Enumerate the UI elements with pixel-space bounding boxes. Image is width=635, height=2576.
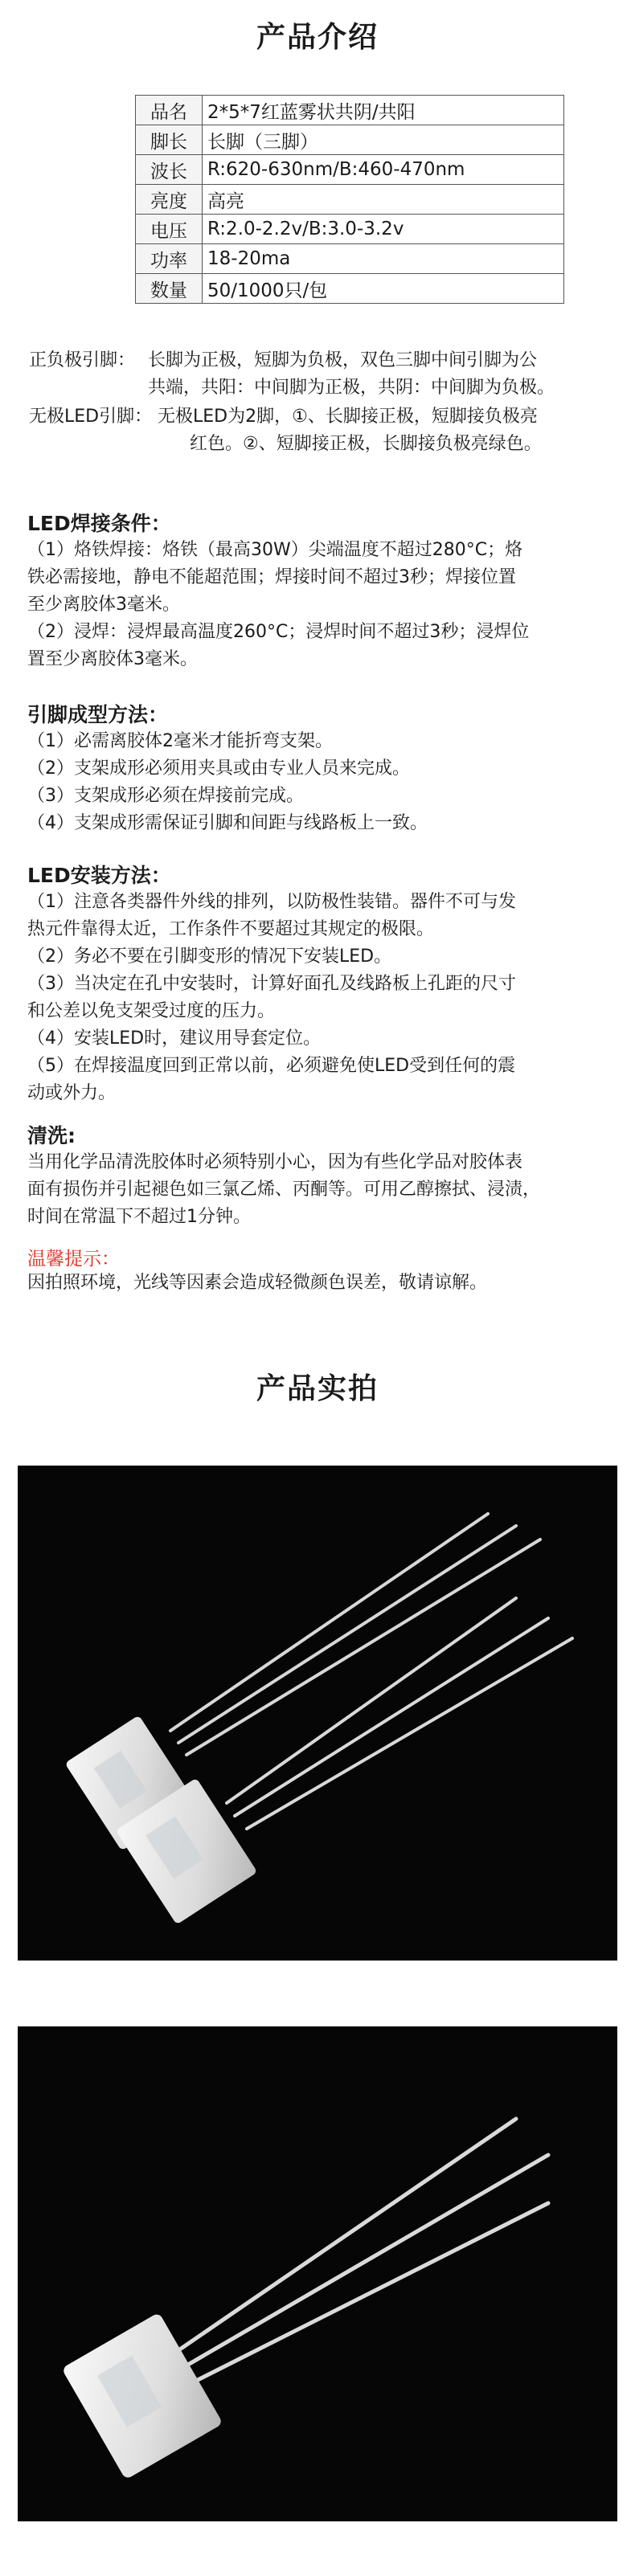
led-leg-group [170, 1514, 540, 1755]
nonpolar-led-line: 红色。②、短脚接正极，长脚接负极亮绿色。 [190, 434, 542, 454]
install-line: （3）当决定在孔中安装时，计算好面孔及线路板上孔距的尺寸 [27, 974, 516, 994]
pin-polarity-note [29, 347, 608, 403]
spec-key: 品名 [136, 96, 203, 125]
install-text [27, 889, 610, 1107]
spec-row [136, 125, 564, 155]
spec-key: 功率 [136, 244, 203, 274]
pin-polarity-line: 长脚为正极，短脚为负极，双色三脚中间引脚为公 [148, 350, 538, 370]
spec-value: 2*5*7红蓝雾状共阴/共阳 [203, 96, 564, 125]
spec-value: R:620-630nm/B:460-470nm [203, 155, 564, 185]
led-leg-group [170, 2119, 548, 2382]
cleaning-heading: 清洗: [27, 1124, 76, 1147]
spec-value: R:2.0-2.2v/B:3.0-3.2v [203, 215, 564, 244]
led-leg-group [227, 1598, 572, 1829]
forming-line: （4）支架成形需保证引脚和间距与线路板上一致。 [27, 813, 428, 833]
spec-key: 数量 [136, 274, 203, 304]
spec-key: 波长 [136, 155, 203, 185]
welding-line: 铁必需接地，静电不能超范围；焊接时间不超过3秒；焊接位置 [27, 567, 516, 587]
welding-text [27, 537, 610, 673]
product-photo-1 [18, 1466, 617, 1961]
install-line: 热元件靠得太近，工作条件不要超过其规定的极限。 [27, 919, 435, 939]
section-title-photos: 产品实拍 [256, 1372, 379, 1405]
product-photo-2 [18, 2026, 617, 2521]
product-photo-1-drawing [18, 1466, 617, 1961]
install-heading: LED安装方法： [27, 864, 171, 887]
spec-value: 50/1000只/包 [203, 274, 564, 304]
welding-heading: LED焊接条件： [27, 512, 171, 535]
spec-row [136, 244, 564, 274]
spec-table [135, 95, 564, 304]
forming-heading: 引脚成型方法： [27, 703, 169, 726]
spec-row [136, 274, 564, 304]
cleaning-line: 面有损伤并引起褪色如三氯乙烯、丙酮等。可用乙醇擦拭、浸渍， [27, 1180, 541, 1200]
forming-line: （3）支架成形必须在焊接前完成。 [27, 786, 304, 806]
spec-value: 18-20ma [203, 244, 564, 274]
welding-line: 至少离胶体3毫米。 [27, 595, 180, 615]
nonpolar-led-line: 无极LED为2脚，①、长脚接正极，短脚接负极亮 [158, 407, 538, 427]
spec-row [136, 96, 564, 125]
install-line: （2）务必不要在引脚变形的情况下安装LED。 [27, 947, 392, 967]
install-line: （4）安装LED时，建议用导套定位。 [27, 1028, 322, 1049]
install-line: （5）在焊接温度回到正常以前，必须避免使LED受到任何的震 [27, 1056, 516, 1076]
cleaning-line: 时间在常温下不超过1分钟。 [27, 1207, 251, 1227]
nonpolar-led-note [29, 403, 608, 460]
product-photo-2-drawing [18, 2026, 617, 2521]
install-line: 动或外力。 [27, 1083, 117, 1103]
notice-text: 因拍照环境，光线等因素会造成轻微颜色误差，敬请谅解。 [27, 1273, 488, 1293]
install-line: 和公差以免支架受过度的压力。 [27, 1001, 276, 1021]
install-line: （1）注意各类器件外线的排列，以防极性装错。器件不可与发 [27, 892, 516, 912]
notice-heading: 温馨提示： [27, 1249, 120, 1270]
spec-value: 长脚（三脚） [203, 125, 564, 155]
welding-line: （1）烙铁焊接：烙铁（最高30W）尖端温度不超过280°C；烙 [27, 540, 523, 560]
forming-line: （2）支架成形必须用夹具或由专业人员来完成。 [27, 758, 410, 779]
cleaning-text [27, 1149, 610, 1231]
cleaning-line: 当用化学品清洗胶体时必须特别小心，因为有些化学品对胶体表 [27, 1152, 523, 1172]
forming-text [27, 728, 610, 837]
spec-row [136, 185, 564, 215]
welding-line: （2）浸焊：浸焊最高温度260°C；浸焊时间不超过3秒；浸焊位 [27, 622, 530, 642]
pin-polarity-label: 正负极引脚： [29, 350, 136, 370]
spec-row [136, 215, 564, 244]
spec-key: 电压 [136, 215, 203, 244]
pin-polarity-line: 共端，共阳：中间脚为正极，共阴：中间脚为负极。 [148, 378, 555, 398]
nonpolar-led-label: 无极LED引脚： [29, 407, 153, 427]
spec-key: 亮度 [136, 185, 203, 215]
spec-value: 高亮 [203, 185, 564, 215]
spec-row [136, 155, 564, 185]
spec-key: 脚长 [136, 125, 203, 155]
section-title-intro: 产品介绍 [256, 21, 379, 54]
forming-line: （1）必需离胶体2毫米才能折弯支架。 [27, 731, 333, 751]
welding-line: 置至少离胶体3毫米。 [27, 649, 198, 669]
